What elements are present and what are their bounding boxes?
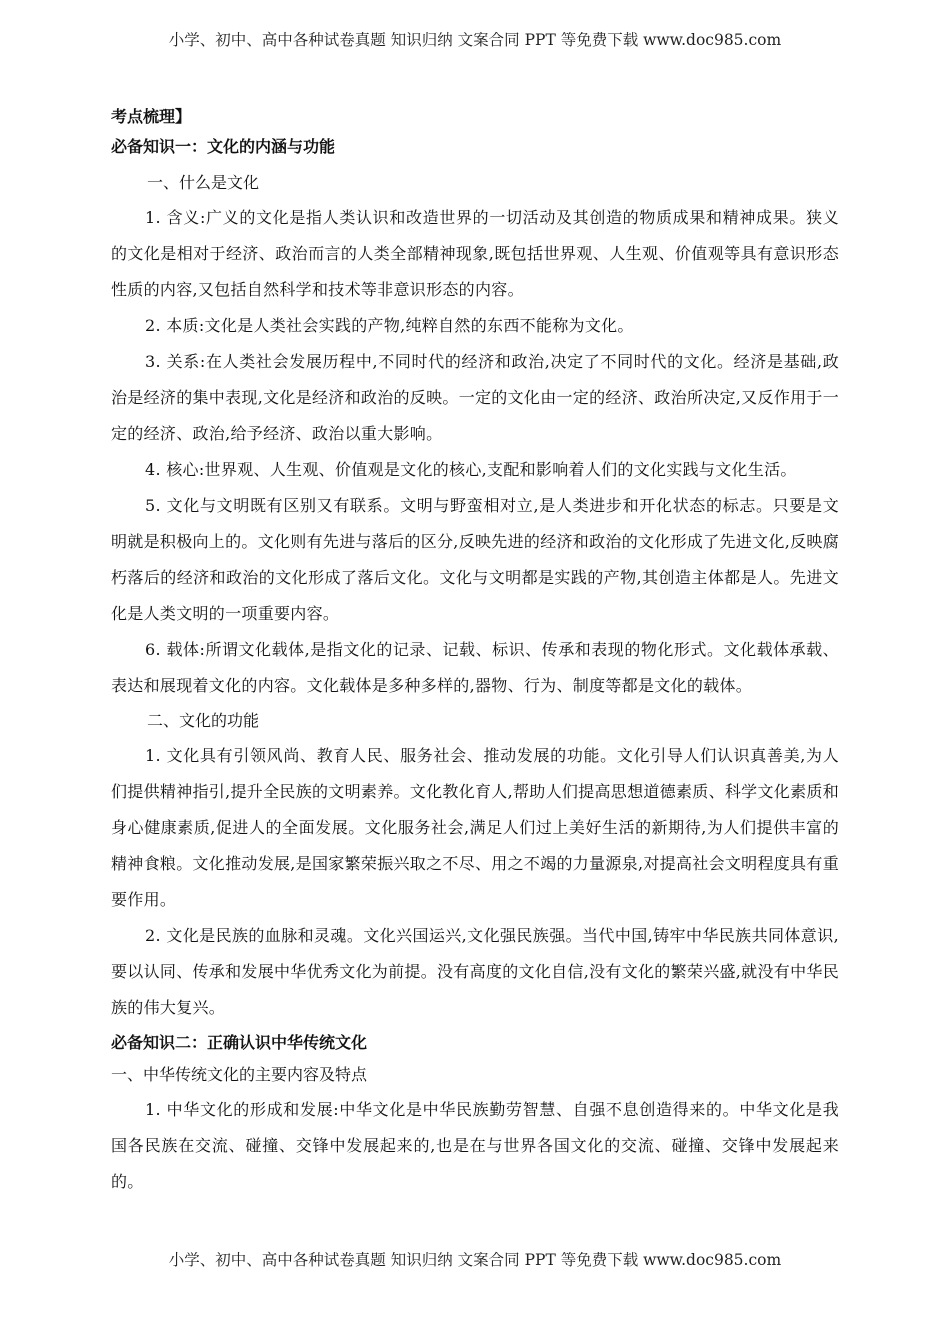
section-heading-1: 必备知识一：文化的内涵与功能 — [111, 137, 336, 156]
paragraph: 6. 载体:所谓文化载体,是指文化的记录、记载、标识、传承和表现的物化形式。文化载体承载、表达和展现着文化的内容。文化载体是多种多样的,器物、行为、制度等都是文化的载体。 — [111, 640, 839, 695]
page-header: 小学、初中、高中各种试卷真题 知识归纳 文案合同 PPT 等免费下载 www.doc985.com — [168, 31, 782, 49]
paragraph: 1. 含义:广义的文化是指人类认识和改造世界的一切活动及其创造的物质成果和精神成果。狭义的文化是相对于经济、政治而言的人类全部精神现象,既包括世界观、人生观、价值观等具有意识形态性质的内容,又包括自然科学和技术等非意识形态的内容。 — [111, 208, 839, 299]
paragraph: 5. 文化与文明既有区别又有联系。文明与野蛮相对立,是人类进步和开化状态的标志。只要是文明就是积极向上的。文化则有先进与落后的区分,反映先进的经济和政治的文化形成了先进文化,反映腐朽落后的经济和政治的文化形成了落后文化。文化与文明都是实践的产物,其创造主体都是人。先进文化是人类文明的一项重要内容。 — [111, 496, 839, 623]
section-title: 考点梳理】 — [111, 107, 192, 126]
paragraph: 4. 核心:世界观、人生观、价值观是文化的核心,支配和影响着人们的文化实践与文化生活。 — [145, 460, 797, 479]
paragraph: 3. 关系:在人类社会发展历程中,不同时代的经济和政治,决定了不同时代的文化。经济是基础,政治是经济的集中表现,文化是经济和政治的反映。一定的文化由一定的经济、政治所决定,又反作用于一定的经济、政治,给予经济、政治以重大影响。 — [111, 352, 839, 443]
paragraph: 2. 文化是民族的血脉和灵魂。文化兴国运兴,文化强民族强。当代中国,铸牢中华民族共同体意识,要以认同、传承和发展中华优秀文化为前提。没有高度的文化自信,没有文化的繁荣兴盛,就没有中华民族的伟大复兴。 — [111, 926, 839, 1017]
section-heading-2: 必备知识二：正确认识中华传统文化 — [111, 1033, 368, 1052]
subheading-what-is-culture: 一、什么是文化 — [147, 173, 260, 192]
paragraph: 2. 本质:文化是人类社会实践的产物,纯粹自然的东西不能称为文化。 — [145, 316, 634, 335]
subheading-traditional-culture: 一、中华传统文化的主要内容及特点 — [111, 1065, 368, 1084]
subheading-culture-functions: 二、文化的功能 — [147, 711, 260, 730]
document-body — [111, 102, 839, 1200]
paragraph: 1. 中华文化的形成和发展:中华文化是中华民族勤劳智慧、自强不息创造得来的。中华文化是我国各民族在交流、碰撞、交锋中发展起来的,也是在与世界各国文化的交流、碰撞、交锋中发展起来的。 — [111, 1100, 839, 1191]
paragraph: 1. 文化具有引领风尚、教育人民、服务社会、推动发展的功能。文化引导人们认识真善美,为人们提供精神指引,提升全民族的文明素养。文化教化育人,帮助人们提高思想道德素质、科学文化素质和身心健康素质,促进人的全面发展。文化服务社会,满足人们过上美好生活的新期待,为人们提供丰富的精神食粮。文化推动发展,是国家繁荣振兴取之不尽、用之不竭的力量源泉,对提高社会文明程度具有重要作用。 — [111, 746, 839, 909]
page-footer: 小学、初中、高中各种试卷真题 知识归纳 文案合同 PPT 等免费下载 www.doc985.com — [168, 1251, 782, 1269]
